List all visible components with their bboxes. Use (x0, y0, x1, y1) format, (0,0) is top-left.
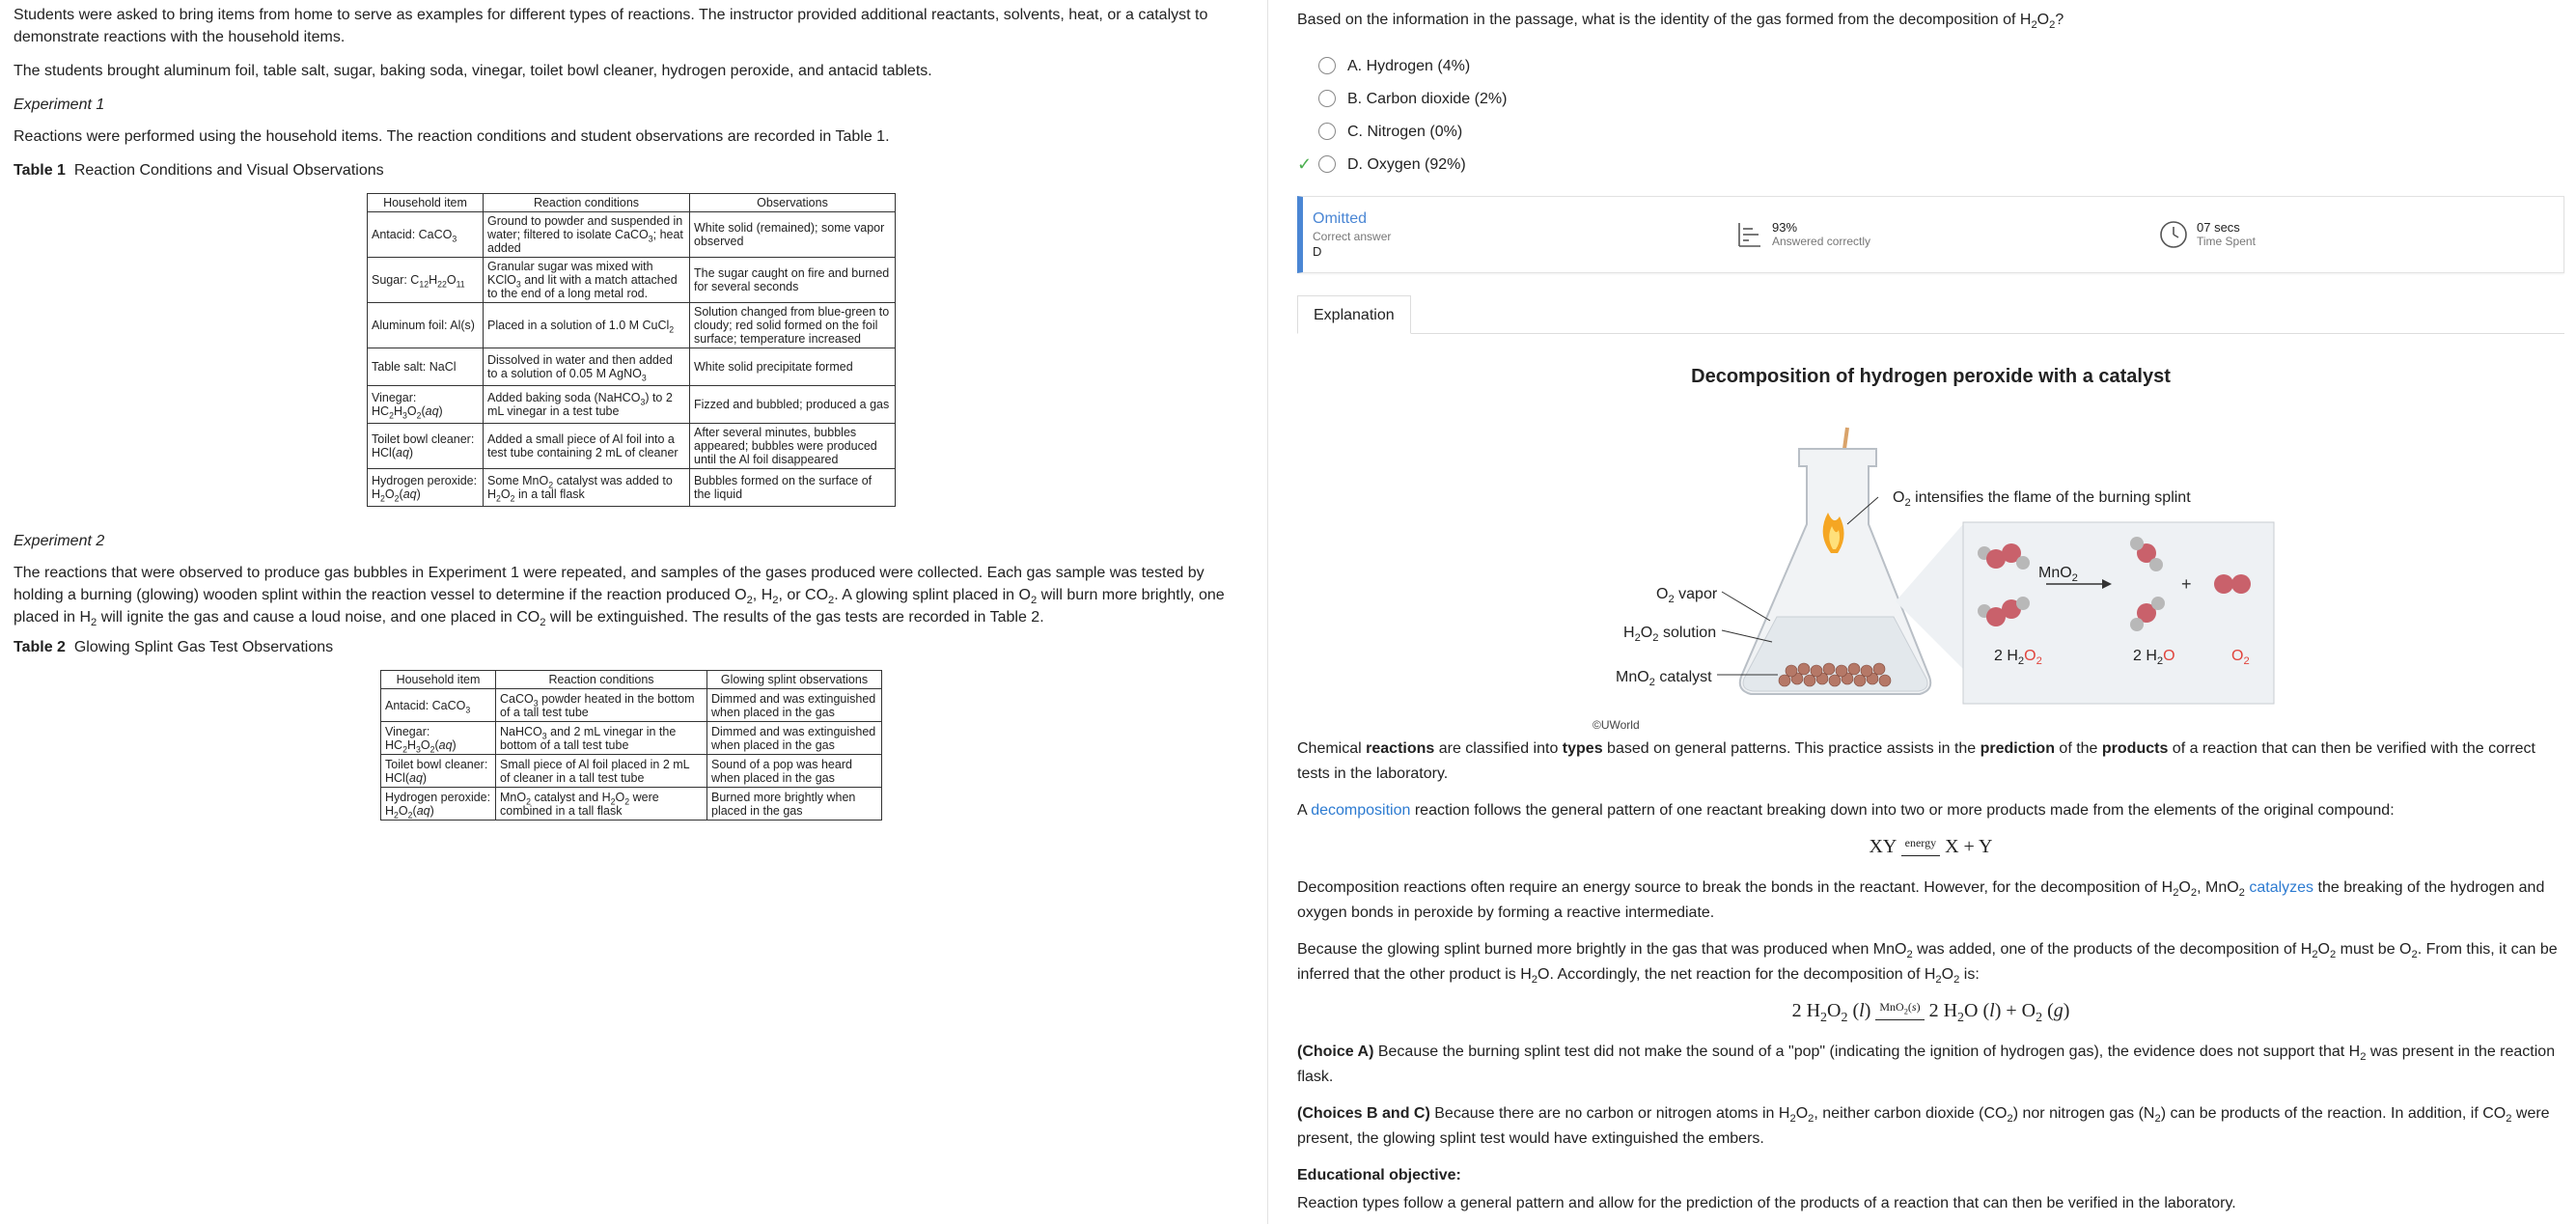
table-cell: Placed in a solution of 1.0 M CuCl$_2$ (484, 303, 690, 348)
bar-chart-icon (1733, 219, 1764, 250)
experiment-1-title: Experiment 1 (14, 97, 105, 113)
question-text: Based on the information in the passage, what is the identity of the gas formed from the decomposition of H (1297, 12, 2032, 28)
radio-button[interactable] (1318, 57, 1336, 74)
table-row (381, 689, 882, 722)
table-header: Reaction conditions (496, 671, 707, 689)
decomposition-equation: XY energy X + Y (1297, 835, 2564, 862)
table-cell: White solid (remained); some vapor observed (690, 212, 896, 258)
table-cell: Table salt: NaCl (368, 348, 484, 386)
table-row (368, 469, 896, 507)
choice-b[interactable] (1297, 82, 2564, 115)
table-row (368, 212, 896, 258)
table-cell: The sugar caught on fire and burned for several seconds (690, 258, 896, 303)
table-row (368, 348, 896, 386)
inset-oxygen-label: $O_2$ (2231, 648, 2250, 668)
choice-text: Carbon dioxide (1366, 90, 1471, 107)
table-cell: Sugar: $C_{12}H_{22}O_{11}$ (368, 258, 484, 303)
copyright: ©UWorld (1593, 718, 1640, 732)
table-row (368, 303, 896, 348)
clock-icon (2158, 219, 2189, 250)
table-2 (380, 670, 882, 821)
table-1-caption: Reaction Conditions and Visual Observations (73, 162, 384, 179)
flask-illustration (1297, 389, 2564, 737)
choice-percent: (4%) (1437, 57, 1471, 74)
svg-text:+: + (2181, 574, 2192, 594)
table-row (368, 386, 896, 424)
tab-explanation[interactable]: Explanation (1297, 295, 1411, 334)
solution-label: $H_2O_2$ solution (1623, 625, 1717, 645)
catalyst-label: MnO$_2$ catalyst (1616, 669, 1712, 689)
correct-check-icon: ✓ (1297, 153, 1313, 174)
status-text: Omitted (1313, 210, 1368, 227)
inset-reactant-label: 2 $H_2O_2$ (1994, 648, 2042, 668)
table-row (381, 788, 882, 821)
table-cell: Hydrogen peroxide: $H_2O_2(aq)$ (368, 469, 484, 507)
question-pane (1270, 0, 2576, 1224)
table-row (381, 722, 882, 755)
choice-label: D. (1347, 155, 1363, 173)
explanation-paragraph: Because the glowing splint burned more brightly in the gas that was produced when MnO$_2$ was added, one of the products of the decomposition of $H_2O_2$ must be $O_2$. From this, it can be inferred that the other product is $H_2O$. Accordingly, the net reaction for the decomposition of $H_2O_2$ is: (1297, 941, 2558, 987)
percent-correct-stat (1733, 219, 2158, 250)
choice-text: Oxygen (1367, 155, 1421, 173)
table-cell: Some MnO$_2$ catalyst was added to $H_2O_2$ in a tall flask (484, 469, 690, 507)
figure (1297, 389, 2564, 737)
table-cell: After several minutes, bubbles appeared; bubbles were produced until the Al foil disappeared (690, 424, 896, 469)
choice-percent: (0%) (1429, 123, 1463, 140)
table-cell: Antacid: CaCO$_3$ (368, 212, 484, 258)
table-cell: Bubbles formed on the surface of the liquid (690, 469, 896, 507)
radio-button[interactable] (1318, 155, 1336, 173)
choice-d[interactable] (1297, 148, 2564, 181)
net-reaction-equation: 2 $H_2O_2$ (l) MnO$_2$(s) 2 $H_2O$ $(l) + O_2$ (g) (1297, 999, 2564, 1026)
choice-label: A. (1347, 57, 1363, 74)
table-cell: Burned more brightly when placed in the gas (707, 788, 882, 821)
passage-intro-2: The students brought aluminum foil, table salt, sugar, baking soda, vinegar, toilet bowl cleaner, hydrogen peroxide, and antacid tablets. (14, 63, 932, 79)
table-cell: Dimmed and was extinguished when placed in the gas (707, 689, 882, 722)
experiment-2-text: The reactions that were observed to produce gas bubbles in Experiment 1 were repeated, and samples of the gases produced were collected. Each gas sample was tested by holding a burning (glowing) wooden splint within the reaction vessel to determine if the reaction produced $O_2$, $H_2$, or $CO_2$. A glowing splint placed in $O_2$ will burn more brightly, one placed in $H_2$ will ignite the gas and cause a loud noise, and one placed in $CO_2$ will be extinguished. The results of the gas tests are recorded in Table 2. (14, 565, 1225, 629)
table-cell: Antacid: CaCO$_3$ (381, 689, 496, 722)
table-cell: CaCO$_3$ powder heated in the bottom of a tall test tube (496, 689, 707, 722)
table-cell: Toilet bowl cleaner: HCl(aq) (381, 755, 496, 788)
table-cell: Dissolved in water and then added to a solution of 0.05 M AgNO$_3$ (484, 348, 690, 386)
figure-title: Decomposition of hydrogen peroxide with a catalyst (1691, 366, 2171, 387)
table-row (368, 424, 896, 469)
percent-value: 93% (1772, 220, 1798, 235)
correct-answer-value: D (1313, 244, 1322, 259)
table-cell: Fizzed and bubbled; produced a gas (690, 386, 896, 424)
choices-bc-explanation: (Choices B and C) Because there are no carbon or nitrogen atoms in $H_2O_2$, neither carbon dioxide $(CO_2)$ nor nitrogen gas $(N_2)$ can be products of the reaction. In addition, if $CO_2$ were present, the glowing splint test would have extinguished the embers. (1297, 1105, 2550, 1147)
table-row (381, 755, 882, 788)
table-cell: Granular sugar was mixed with KClO$_3$ and lit with a match attached to the end of a long metal rod. (484, 258, 690, 303)
experiment-2-title: Experiment 2 (14, 533, 105, 549)
table-header: Observations (690, 194, 896, 212)
table-cell: Toilet bowl cleaner: HCl(aq) (368, 424, 484, 469)
flame-label: $O_2$ intensifies the flame of the burning splint (1893, 489, 2191, 510)
table-1-title (14, 159, 1254, 181)
table-header: Glowing splint observations (707, 671, 882, 689)
passage-intro-1: Students were asked to bring items from home to serve as examples for different types of reactions. The instructor provided additional reactants, solvents, heat, or a catalyst to demonstrate reactions with the household items. (14, 7, 1208, 45)
table-cell: Added baking soda (NaHCO$_3$) to 2 mL vinegar in a test tube (484, 386, 690, 424)
educational-objective-text: Reaction types follow a general pattern and allow for the prediction of the products of a reaction that can then be verified in the laboratory. (1297, 1195, 2236, 1211)
answer-stats-bar (1297, 196, 2564, 273)
choice-percent: (2%) (1474, 90, 1508, 107)
table-cell: Added a small piece of Al foil into a test tube containing 2 mL of cleaner (484, 424, 690, 469)
radio-button[interactable] (1318, 90, 1336, 107)
table-header: Household item (368, 194, 484, 212)
table-cell: Small piece of Al foil placed in 2 mL of cleaner in a tall test tube (496, 755, 707, 788)
table-cell: White solid precipitate formed (690, 348, 896, 386)
time-spent-stat (2158, 219, 2256, 250)
table-cell: Vinegar: $HC_2H_3O_2(aq)$ (381, 722, 496, 755)
tab-bar (1297, 294, 2564, 334)
choice-a-explanation: (Choice A) Because the burning splint test did not make the sound of a "pop" (indicating the ignition of hydrogen gas), the evidence does not support that $H_2$ was present in the reaction flask. (1297, 1043, 2556, 1085)
table-2-caption: Glowing Splint Gas Test Observations (73, 639, 334, 655)
choice-text: Nitrogen (1367, 123, 1426, 140)
educational-objective-title: Educational objective: (1297, 1167, 1461, 1183)
inset-catalyst-label: MnO$_2$ (2038, 565, 2078, 585)
table-1-label: Table 1 (14, 162, 66, 179)
question-stem: Based on the information in the passage, what is the identity of the gas formed from the decomposition of $H_2O_2$? (1297, 12, 2064, 32)
correct-answer-label: Correct answer (1313, 230, 1392, 243)
explanation-paragraph: Decomposition reactions often require an energy source to break the bonds in the reactant. However, for the decomposition of $H_2O_2$, MnO$_2$ catalyzes the breaking of the hydrogen and oxygen bonds in peroxide by forming a reactive intermediate. (1297, 879, 2545, 921)
table-cell: Ground to powder and suspended in water; filtered to isolate CaCO$_3$; heat added (484, 212, 690, 258)
choice-percent: (92%) (1425, 155, 1466, 173)
experiment-1-text: Reactions were performed using the household items. The reaction conditions and student observations are recorded in Table 1. (14, 128, 890, 145)
percent-label: Answered correctly (1772, 235, 1871, 248)
vapor-label: $O_2$ vapor (1656, 586, 1718, 606)
time-label: Time Spent (2197, 235, 2256, 248)
table-header-row (368, 194, 896, 212)
time-value: 07 secs (2197, 220, 2240, 235)
explanation-paragraph: A decomposition reaction follows the general pattern of one reactant breaking down into two or more products made from the elements of the original compound: (1297, 802, 2395, 819)
choice-label: C. (1347, 123, 1363, 140)
table-cell: Hydrogen peroxide: $H_2O_2(aq)$ (381, 788, 496, 821)
explanation-body (1297, 737, 2564, 1216)
table-2-label: Table 2 (14, 639, 66, 655)
radio-button[interactable] (1318, 123, 1336, 140)
table-cell: NaHCO$_3$ and 2 mL vinegar in the bottom of a tall test tube (496, 722, 707, 755)
choice-label: B. (1347, 90, 1363, 107)
table-row (368, 258, 896, 303)
table-2-title (14, 636, 1254, 658)
table-cell: Dimmed and was extinguished when placed in the gas (707, 722, 882, 755)
answer-status (1303, 209, 1733, 260)
catalyzes-link[interactable]: catalyzes (2249, 879, 2314, 896)
table-header-row (381, 671, 882, 689)
table-cell: Solution changed from blue-green to cloudy; red solid formed on the foil surface; temperature increased (690, 303, 896, 348)
table-cell: Aluminum foil: Al(s) (368, 303, 484, 348)
table-1 (367, 193, 896, 507)
table-cell: MnO$_2$ catalyst and $H_2O_2$ were combined in a tall flask (496, 788, 707, 821)
explanation-paragraph: Chemical reactions are classified into types based on general patterns. This practice assists in the prediction of the products of a reaction that can then be verified with the correct tests in the laboratory. (1297, 740, 2535, 782)
choice-text: Hydrogen (1366, 57, 1433, 74)
table-header: Reaction conditions (484, 194, 690, 212)
table-header: Household item (381, 671, 496, 689)
table-cell: Vinegar: $HC_2H_3O_2(aq)$ (368, 386, 484, 424)
passage-pane (0, 0, 1268, 1224)
inset-water-label: 2 $H_2O$ (2133, 648, 2175, 668)
decomposition-link[interactable]: decomposition (1311, 802, 1411, 819)
choice-a[interactable] (1297, 49, 2564, 82)
table-cell: Sound of a pop was heard when placed in the gas (707, 755, 882, 788)
choice-c[interactable] (1297, 115, 2564, 148)
